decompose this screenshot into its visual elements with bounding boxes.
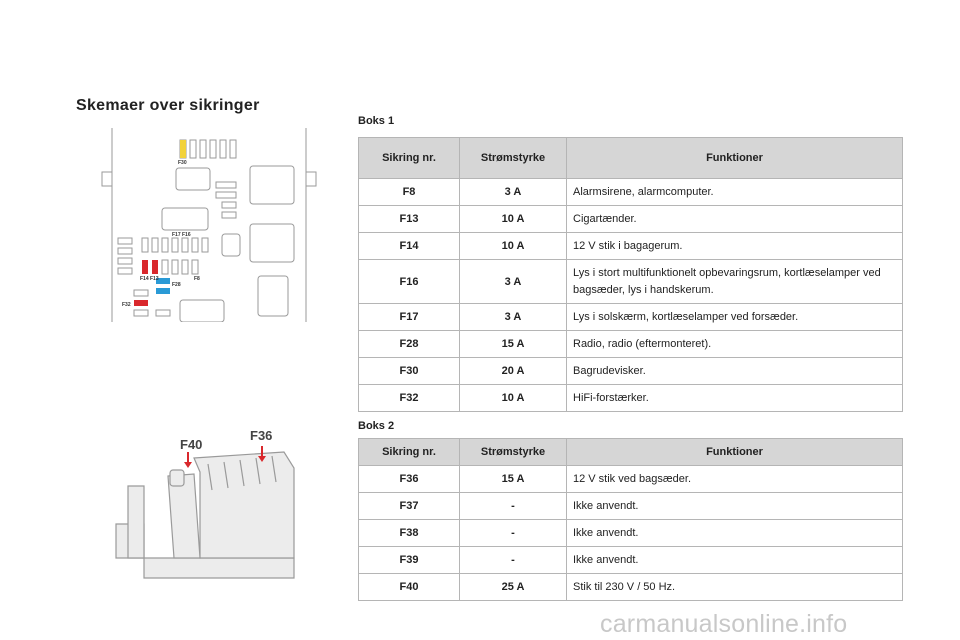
fuse-f14-highlight bbox=[142, 260, 148, 274]
fuse-slot bbox=[222, 202, 236, 208]
fuse-number: F14 bbox=[359, 233, 460, 260]
label-f40: F40 bbox=[180, 437, 203, 452]
relay-block bbox=[250, 224, 294, 262]
fuse-function: Bagrudevisker. bbox=[567, 358, 903, 385]
fuse-function: Ikke anvendt. bbox=[567, 547, 903, 574]
fuse-slot bbox=[118, 268, 132, 274]
label-f17-f16: F17 F16 bbox=[172, 232, 191, 238]
label-f28: F28 bbox=[172, 282, 181, 288]
table-row bbox=[359, 466, 903, 493]
fuse-number: F8 bbox=[359, 179, 460, 206]
fuse-number: F37 bbox=[359, 493, 460, 520]
header-functions: Funktioner bbox=[567, 138, 903, 179]
header-current: Strømstyrke bbox=[460, 138, 567, 179]
table-row bbox=[359, 574, 903, 601]
label-f30: F30 bbox=[178, 160, 187, 166]
fuse-f30-highlight bbox=[180, 140, 186, 158]
table-row bbox=[359, 260, 903, 304]
fuse-table-box-1 bbox=[358, 137, 903, 412]
table-row bbox=[359, 520, 903, 547]
fuse-function: Lys i solskærm, kortlæselamper ved forsæder. bbox=[567, 304, 903, 331]
fuse-slot bbox=[152, 238, 158, 252]
arrow-head-f40 bbox=[184, 462, 192, 468]
fuse-function: HiFi-forstærker. bbox=[567, 385, 903, 412]
fuse-box-1-frame bbox=[112, 128, 306, 322]
table-row bbox=[359, 493, 903, 520]
table-row bbox=[359, 358, 903, 385]
fuse-current: - bbox=[460, 520, 567, 547]
fuse-f28-highlight bbox=[156, 288, 170, 294]
fuse-slot bbox=[156, 310, 170, 316]
fuse-current: 10 A bbox=[460, 385, 567, 412]
fuse-current: - bbox=[460, 547, 567, 574]
header-current: Strømstyrke bbox=[460, 439, 567, 466]
fuse-number: F32 bbox=[359, 385, 460, 412]
fuse-current: 15 A bbox=[460, 331, 567, 358]
fuse-table-box-2 bbox=[358, 438, 903, 601]
fuse-current: 3 A bbox=[460, 304, 567, 331]
relay-block bbox=[258, 276, 288, 316]
fuse-slot bbox=[182, 238, 188, 252]
table-row bbox=[359, 304, 903, 331]
table-row bbox=[359, 206, 903, 233]
label-f8: F8 bbox=[194, 276, 200, 282]
label-f14-f13: F14 F13 bbox=[140, 276, 159, 282]
table-row bbox=[359, 331, 903, 358]
fuse-function: 12 V stik ved bagsæder. bbox=[567, 466, 903, 493]
fuse-number: F40 bbox=[359, 574, 460, 601]
relay-block bbox=[250, 166, 294, 204]
fuse-number: F13 bbox=[359, 206, 460, 233]
fuse-number: F16 bbox=[359, 260, 460, 304]
fuse-f13-highlight bbox=[152, 260, 158, 274]
fuse-current: 20 A bbox=[460, 358, 567, 385]
relay-block bbox=[162, 208, 208, 230]
header-fuse-number: Sikring nr. bbox=[359, 138, 460, 179]
fuse-function: Cigartænder. bbox=[567, 206, 903, 233]
box-1-label: Boks 1 bbox=[358, 115, 395, 127]
fuse-function: Ikke anvendt. bbox=[567, 520, 903, 547]
table-row bbox=[359, 385, 903, 412]
fuse-number: F39 bbox=[359, 547, 460, 574]
fuse-slot bbox=[142, 238, 148, 252]
table-row bbox=[359, 179, 903, 206]
fuse-slot bbox=[216, 192, 236, 198]
relay-block bbox=[180, 300, 224, 322]
fuse-slot bbox=[202, 238, 208, 252]
fuse-slot bbox=[172, 238, 178, 252]
fuse-slot bbox=[134, 310, 148, 316]
watermark: carmanualsonline.info bbox=[600, 610, 848, 638]
fuse-f32-highlight bbox=[134, 300, 148, 306]
relay-block bbox=[176, 168, 210, 190]
fuse-current: - bbox=[460, 493, 567, 520]
fuse-slot bbox=[190, 140, 196, 158]
fuse-slot bbox=[134, 290, 148, 296]
fuse-function: Alarmsirene, alarmcomputer. bbox=[567, 179, 903, 206]
fuse-slot bbox=[192, 260, 198, 274]
fuse-box-2-front bbox=[168, 474, 200, 558]
fuse-f40-socket bbox=[170, 470, 184, 486]
fuse-slot bbox=[162, 260, 168, 274]
fuse-slot bbox=[118, 238, 132, 244]
fuse-slot bbox=[230, 140, 236, 158]
fuse-box-1-diagram bbox=[100, 128, 322, 322]
fuse-slot bbox=[172, 260, 178, 274]
fuse-slot bbox=[216, 182, 236, 188]
fuse-number: F17 bbox=[359, 304, 460, 331]
label-f32: F32 bbox=[122, 302, 131, 308]
fuse-current: 25 A bbox=[460, 574, 567, 601]
fuse-slot bbox=[200, 140, 206, 158]
relay-block bbox=[222, 234, 240, 256]
section-title: Skemaer over sikringer bbox=[76, 97, 260, 114]
fuse-function: 12 V stik i bagagerum. bbox=[567, 233, 903, 260]
fuse-current: 10 A bbox=[460, 233, 567, 260]
fuse-current: 3 A bbox=[460, 179, 567, 206]
fuse-function: Radio, radio (eftermonteret). bbox=[567, 331, 903, 358]
header-functions: Funktioner bbox=[567, 439, 903, 466]
fuse-slot bbox=[162, 238, 168, 252]
fuse-slot bbox=[118, 258, 132, 264]
fuse-number: F30 bbox=[359, 358, 460, 385]
fuse-slot bbox=[192, 238, 198, 252]
fuse-box-2-diagram bbox=[108, 428, 304, 592]
fuse-slot bbox=[222, 212, 236, 218]
header-fuse-number: Sikring nr. bbox=[359, 439, 460, 466]
table-row bbox=[359, 233, 903, 260]
fuse-current: 15 A bbox=[460, 466, 567, 493]
fuse-number: F28 bbox=[359, 331, 460, 358]
label-f36: F36 bbox=[250, 428, 273, 443]
fuse-box-2-left-wall bbox=[128, 486, 144, 558]
box-2-label: Boks 2 bbox=[358, 420, 395, 432]
fuse-slot bbox=[220, 140, 226, 158]
fuse-function: Stik til 230 V / 50 Hz. bbox=[567, 574, 903, 601]
fuse-function: Ikke anvendt. bbox=[567, 493, 903, 520]
fuse-box-1-left-clip bbox=[102, 172, 112, 186]
table-row bbox=[359, 547, 903, 574]
fuse-number: F38 bbox=[359, 520, 460, 547]
fuse-slot bbox=[118, 248, 132, 254]
fuse-slot bbox=[182, 260, 188, 274]
fuse-slot bbox=[210, 140, 216, 158]
fuse-current: 3 A bbox=[460, 260, 567, 304]
fuse-box-1-right-clip bbox=[306, 172, 316, 186]
fuse-number: F36 bbox=[359, 466, 460, 493]
fuse-current: 10 A bbox=[460, 206, 567, 233]
fuse-function: Lys i stort multifunktionelt opbevaringsrum, kortlæselamper ved bagsæder, lys i handskerum. bbox=[567, 260, 903, 304]
